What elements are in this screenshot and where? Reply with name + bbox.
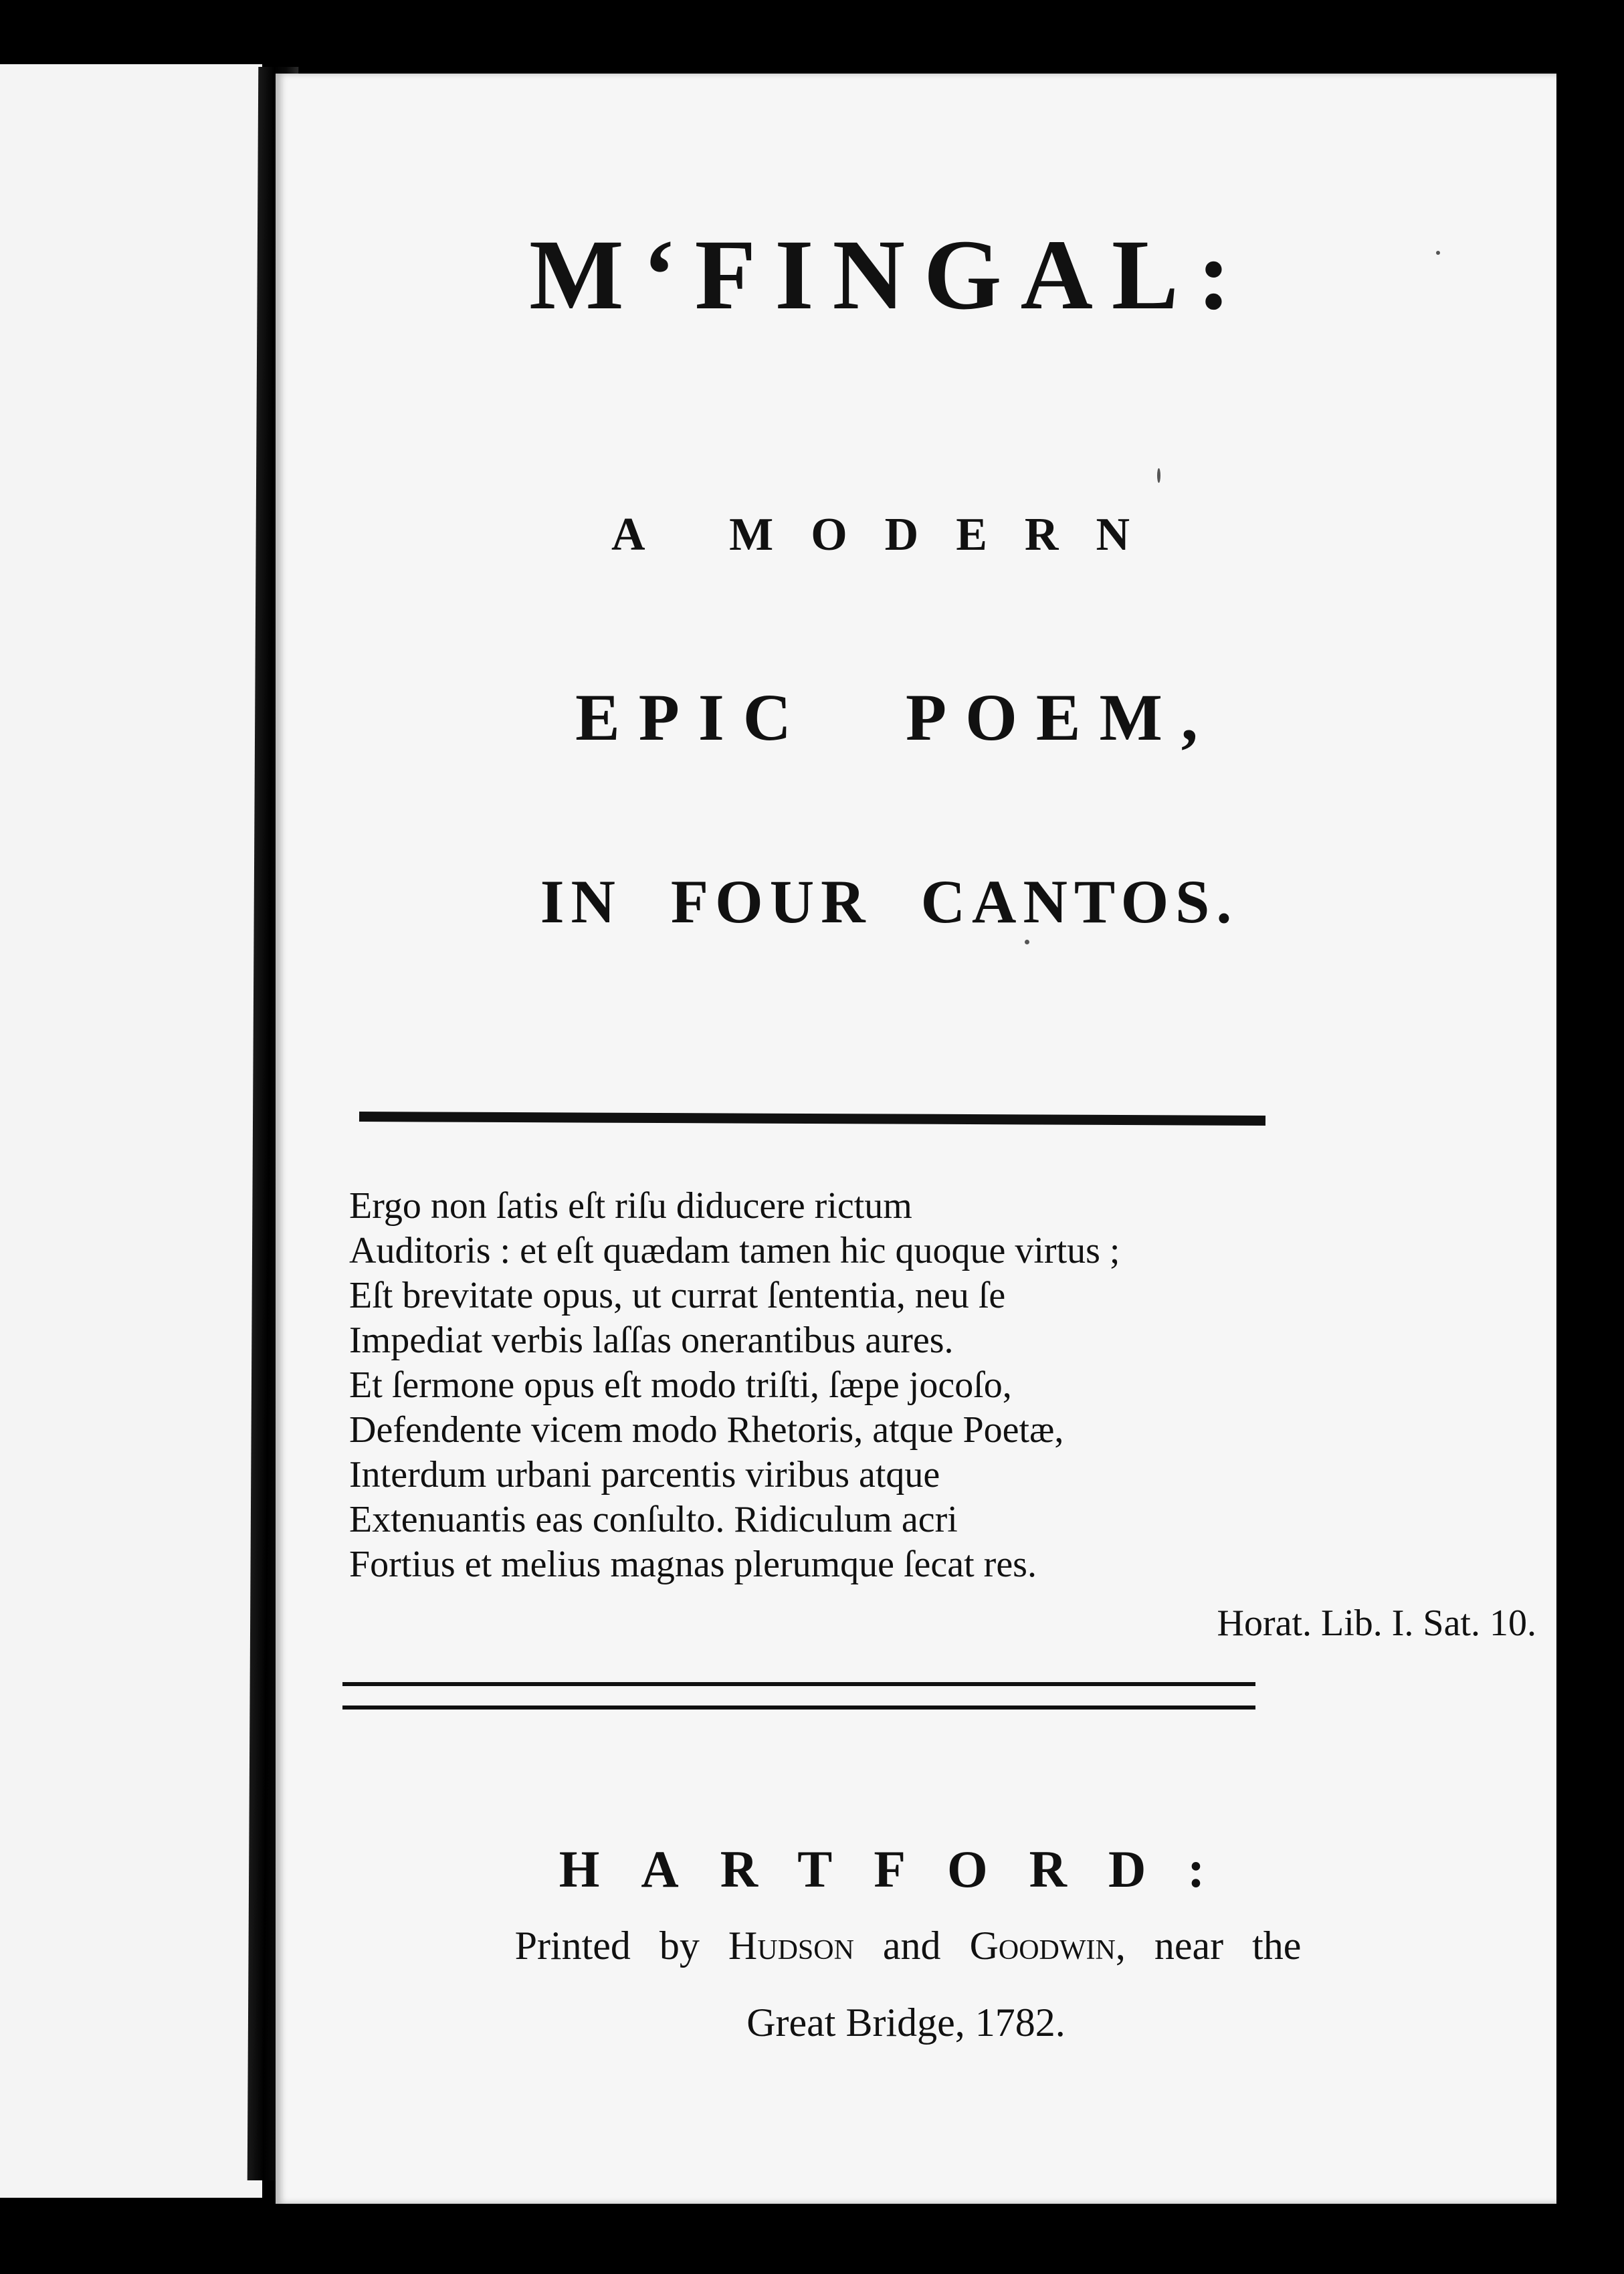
epigraph-line: Interdum urbani parcentis viribus atque [349, 1454, 940, 1495]
epigraph-line: Fortius et melius magnas plerumque ſecat res. [349, 1544, 1037, 1585]
imprint-and: and [882, 1924, 941, 1968]
imprint-printers [268, 1923, 1548, 1969]
imprint-place: HARTFORD: [559, 1840, 1247, 1898]
subtitle-line-2: EPIC POEM, [575, 680, 1217, 754]
ink-speck [1025, 940, 1029, 944]
imprint-printer-1: Hudson [728, 1924, 854, 1968]
epigraph-line: Extenuantis eas conſulto. Ridiculum acri [349, 1499, 958, 1540]
double-rule-bottom [342, 1706, 1255, 1710]
epigraph-line: Impediat verbis laſſas onerantibus aures. [349, 1320, 954, 1361]
facing-page [0, 64, 262, 2198]
imprint-near: near the [1154, 1924, 1302, 1968]
epigraph-line: Et ſermone opus eſt modo triſti, ſæpe jocoſo, [349, 1364, 1012, 1406]
subtitle-line-1: A MODERN [611, 509, 1168, 560]
imprint-location-date: Great Bridge, 1782. [746, 2000, 1065, 2045]
epigraph-line: Defendente vicem modo Rhetoris, atque Poetæ, [349, 1409, 1064, 1451]
epigraph [349, 1184, 1279, 1587]
imprint-printer-2: Goodwin, [969, 1924, 1126, 1968]
epigraph-line: Auditoris : et eſt quædam tamen hic quoque virtus ; [349, 1230, 1120, 1271]
title-page [276, 74, 1556, 2204]
imprint-printed-by: Printed by [514, 1924, 700, 1968]
epigraph-citation: Horat. Lib. I. Sat. 10. [1217, 1603, 1536, 1644]
ink-speck [1436, 251, 1440, 255]
epigraph-line: Eſt brevitate opus, ut currat ſententia, neu ſe [349, 1275, 1006, 1316]
epigraph-line: Ergo non ſatis eſt riſu diducere rictum [349, 1185, 912, 1227]
subtitle-line-3: IN FOUR CANTOS. [540, 867, 1239, 936]
thick-rule [359, 1112, 1265, 1126]
ink-speck [1157, 468, 1160, 483]
double-rule-top [342, 1682, 1255, 1686]
book-title: M‘FINGAL: [529, 219, 1249, 330]
